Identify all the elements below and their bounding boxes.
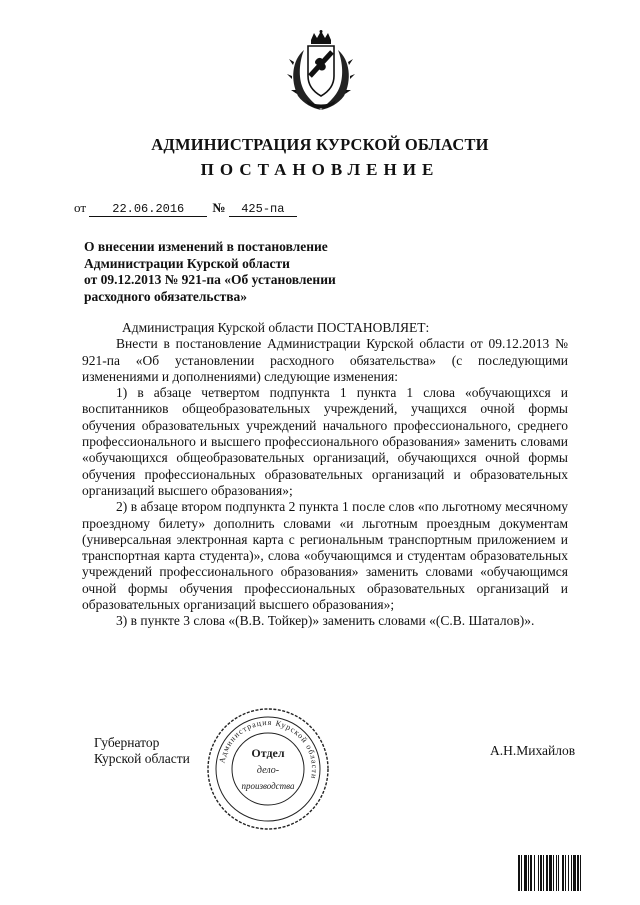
signatory-name: А.Н.Михайлов [490, 743, 576, 758]
barcode-bar [518, 855, 520, 891]
barcode-bar [553, 855, 554, 891]
document-type-title: ПОСТАНОВЛЕНИЕ [200, 160, 440, 179]
barcode-bar [562, 855, 564, 891]
subject-line: от 09.12.2013 № 921-па «Об установлении [84, 272, 336, 287]
barcode-bar [568, 855, 569, 891]
barcode-bar [540, 855, 542, 891]
document-subject [84, 239, 336, 305]
item-3-paragraph: 3) в пункте 3 слова «(В.В. Тойкер)» заменить словами «(С.В. Шаталов)». [116, 613, 535, 629]
document-date: 22.06.2016 [89, 202, 207, 217]
barcode-bar [538, 855, 539, 891]
document-body [82, 320, 568, 630]
number-label: № [212, 200, 226, 215]
stamp-line: Отдел [251, 746, 285, 760]
document-number: 425-па [229, 202, 297, 217]
stamp-line: дело- [256, 765, 280, 776]
barcode-bar [530, 855, 532, 891]
signature-title-line: Курской области [94, 751, 190, 766]
barcode-bar [580, 855, 581, 891]
stamp-line: производства [241, 781, 295, 791]
barcode-bar [534, 855, 535, 891]
barcode-bar [524, 855, 527, 891]
barcode-bar [558, 855, 559, 891]
barcode-bar [543, 855, 544, 891]
intro-paragraph: Внести в постановление Администрации Курской области от 09.12.2013 № 921-па «Об установлении расходного обязательства» (с последующими изменениями и дополнениями) следующие изменения: [82, 336, 568, 384]
barcode-bar [573, 855, 576, 891]
subject-line: расходного обязательства» [84, 288, 247, 304]
barcode-bar [521, 855, 522, 891]
signature-title-line: Губернатор [94, 735, 160, 750]
item-1-paragraph: 1) в абзаце четвертом подпункта 1 пункта 1 слова «обучающихся и воспитанников общеобразовательных учреждений, учащихся очной формы обучения образовательных учреждений начального профессионального, среднего профессионального и высшего профессионального образования» заменить словами «обучающихся общеобразовательных организаций, обучающихся очной формы обучения профессиональных образовательных организаций и образовательных организаций высшего образования»; [82, 385, 568, 498]
subject-line: Администрации Курской области [84, 255, 290, 271]
barcode-bar [546, 855, 548, 891]
organization-title: АДМИНИСТРАЦИЯ КУРСКОЙ ОБЛАСТИ [151, 135, 489, 154]
coat-of-arms-icon [286, 30, 356, 114]
barcode-bar [528, 855, 529, 891]
barcode-icon [518, 855, 618, 891]
barcode-bar [556, 855, 557, 891]
barcode-bar [577, 855, 579, 891]
date-number-line [74, 200, 297, 217]
office-stamp-icon [204, 705, 332, 833]
subject-line: О внесении изменений в постановление [84, 239, 328, 254]
barcode-bar [549, 855, 552, 891]
barcode-bar [565, 855, 566, 891]
barcode-bar [571, 855, 572, 891]
decree-line: Администрация Курской области ПОСТАНОВЛЯЕТ: [122, 320, 430, 335]
stamp-ring-text: Администрация Курской области [217, 717, 320, 781]
date-from-label: от [74, 200, 87, 215]
item-2-paragraph: 2) в абзаце втором подпункта 2 пункта 1 после слов «по льготному месячному проездному билету» дополнить словами «и льготным проездным документам (универсальная электронная карта с региональным транспортным приложением и транспортная карта студента)», слова «обучающимся и студентам образовательных учреждений профессионального образования» заменить словами «обучающимся очной формы обучения профессиональных образовательных организаций и образовательных организаций высшего образования»; [82, 499, 568, 613]
signature-title [94, 735, 190, 767]
